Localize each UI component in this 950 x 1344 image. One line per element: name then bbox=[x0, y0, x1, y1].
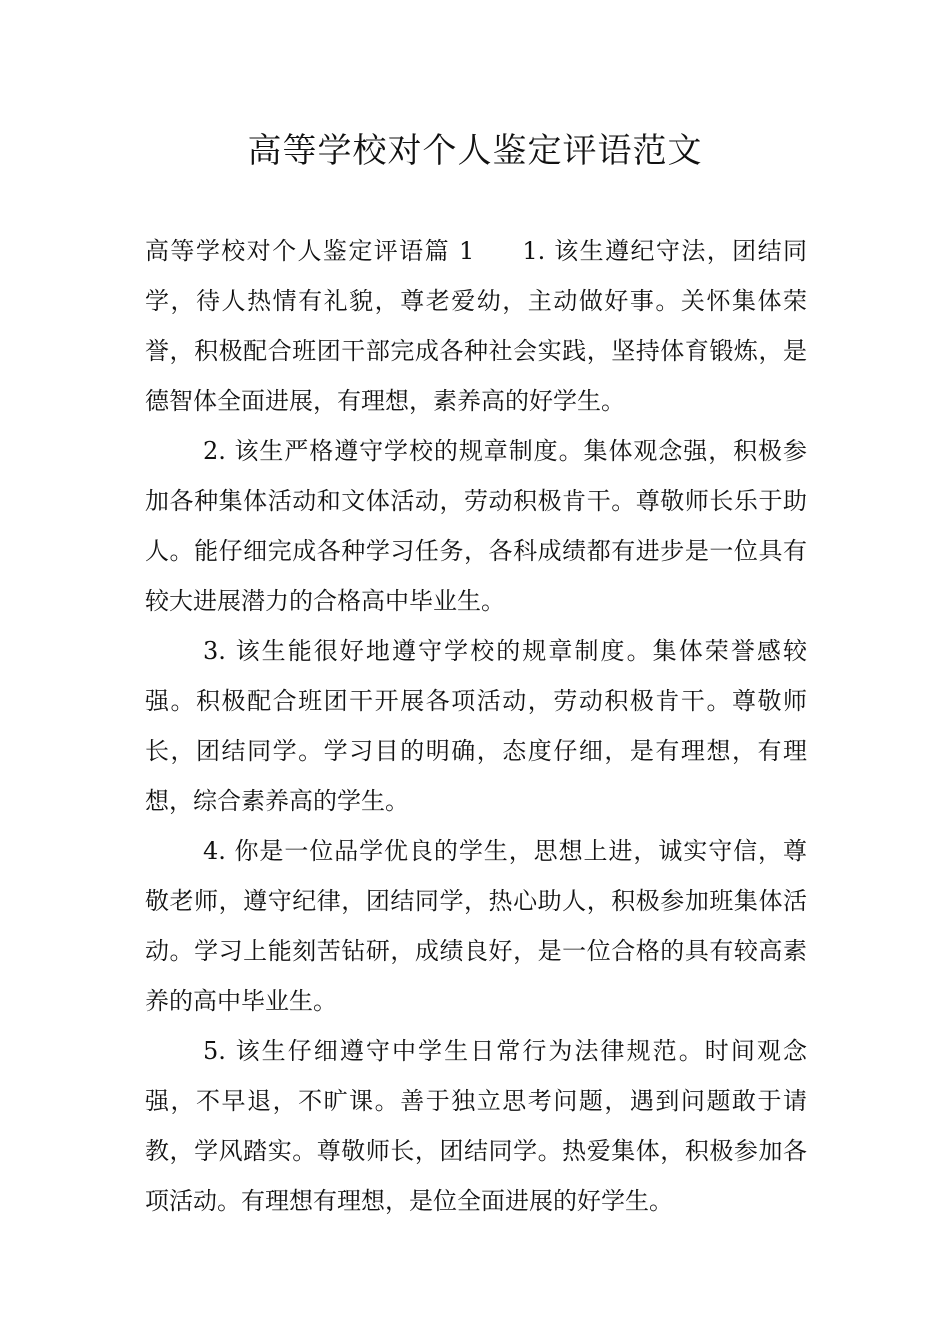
paragraph-1 bbox=[145, 226, 807, 426]
document-body bbox=[145, 226, 807, 1226]
page-title: 高等学校对个人鉴定评语范文 bbox=[247, 131, 703, 171]
paragraph-3: 3. 该生能很好地遵守学校的规章制度。集体荣誉感较强。积极配合班团干开展各项活动，劳动积极肯干。尊敬师长，团结同学。学习目的明确，态度仔细，是有理想，有理想，综合素养高的学生。 bbox=[145, 637, 807, 815]
paragraph-5: 5. 该生仔细遵守中学生日常行为法律规范。时间观念强，不早退，不旷课。善于独立思考问题，遇到问题敢于请教，学风踏实。尊敬师长，团结同学。热爱集体，积极参加各项活动。有理想有理想，是位全面进展的好学生。 bbox=[145, 1037, 807, 1215]
paragraph-2: 2. 该生严格遵守学校的规章制度。集体观念强，积极参加各种集体活动和文体活动，劳动积极肯干。尊敬师长乐于助人。能仔细完成各种学习任务，各科成绩都有进步是一位具有较大进展潜力的合格高中毕业生。 bbox=[145, 437, 807, 615]
paragraph-1-text: 1. 该生遵纪守法，团结同学，待人热情有礼貌，尊老爱幼，主动做好事。关怀集体荣誉，积极配合班团干部完成各种社会实践，坚持体育锻炼，是德智体全面进展，有理想，素养高的好学生。 bbox=[145, 237, 807, 415]
paragraph-4: 4. 你是一位品学优良的学生，思想上进，诚实守信，尊敬老师，遵守纪律，团结同学，热心助人，积极参加班集体活动。学习上能刻苦钻研，成绩良好，是一位合格的具有较高素养的高中毕业生。 bbox=[145, 837, 807, 1015]
section-heading: 高等学校对个人鉴定评语篇 1 bbox=[145, 237, 475, 265]
